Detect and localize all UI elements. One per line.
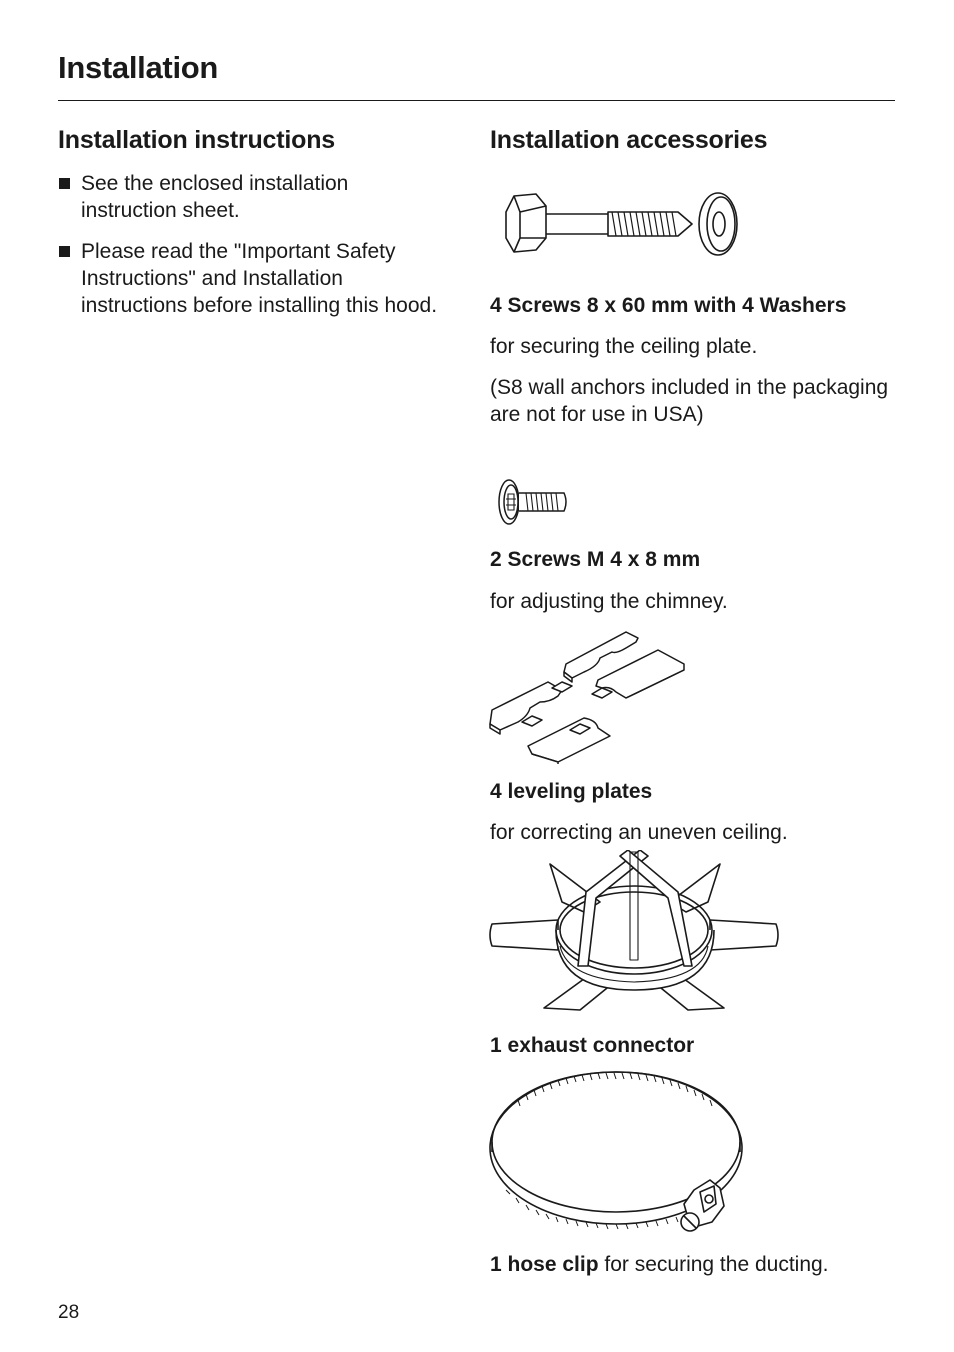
item-title: 1 hose clip — [490, 1253, 599, 1276]
leveling-plates-icon — [488, 628, 688, 764]
item-description: for securing the ceiling plate. — [490, 335, 758, 358]
list-item-text: See the enclosed installation instruction sheet. — [81, 172, 349, 222]
page-title: Installation — [58, 50, 219, 85]
page-number: 28 — [58, 1302, 80, 1323]
square-bullet-icon — [59, 178, 70, 189]
item-note: (S8 wall anchors included in the packaging are not for use in USA) — [490, 376, 889, 426]
square-bullet-icon — [59, 246, 70, 257]
list-item — [58, 238, 438, 319]
installation-accessories-heading: Installation accessories — [490, 126, 768, 154]
lag-screw-with-washer-icon — [500, 188, 745, 262]
item-title: 1 exhaust connector — [490, 1034, 695, 1057]
item-description: for securing the ducting. — [598, 1253, 829, 1276]
instructions-list — [58, 170, 438, 333]
installation-instructions-heading: Installation instructions — [58, 126, 335, 154]
item-description: for adjusting the chimney. — [490, 590, 728, 613]
machine-screw-icon — [494, 476, 574, 530]
item-title: 4 Screws 8 x 60 mm with 4 Washers — [490, 294, 847, 317]
title-divider — [58, 100, 895, 101]
item-description: for correcting an uneven ceiling. — [490, 821, 788, 844]
exhaust-connector-icon — [488, 850, 782, 1014]
hose-clip-icon — [488, 1066, 750, 1236]
item-title: 2 Screws M 4 x 8 mm — [490, 548, 701, 571]
item-title: 4 leveling plates — [490, 780, 653, 803]
list-item — [58, 170, 438, 224]
list-item-text: Please read the "Important Safety Instructions" and Installation instructions before installing this hood. — [81, 240, 438, 317]
hose-clip-caption — [490, 1251, 910, 1278]
